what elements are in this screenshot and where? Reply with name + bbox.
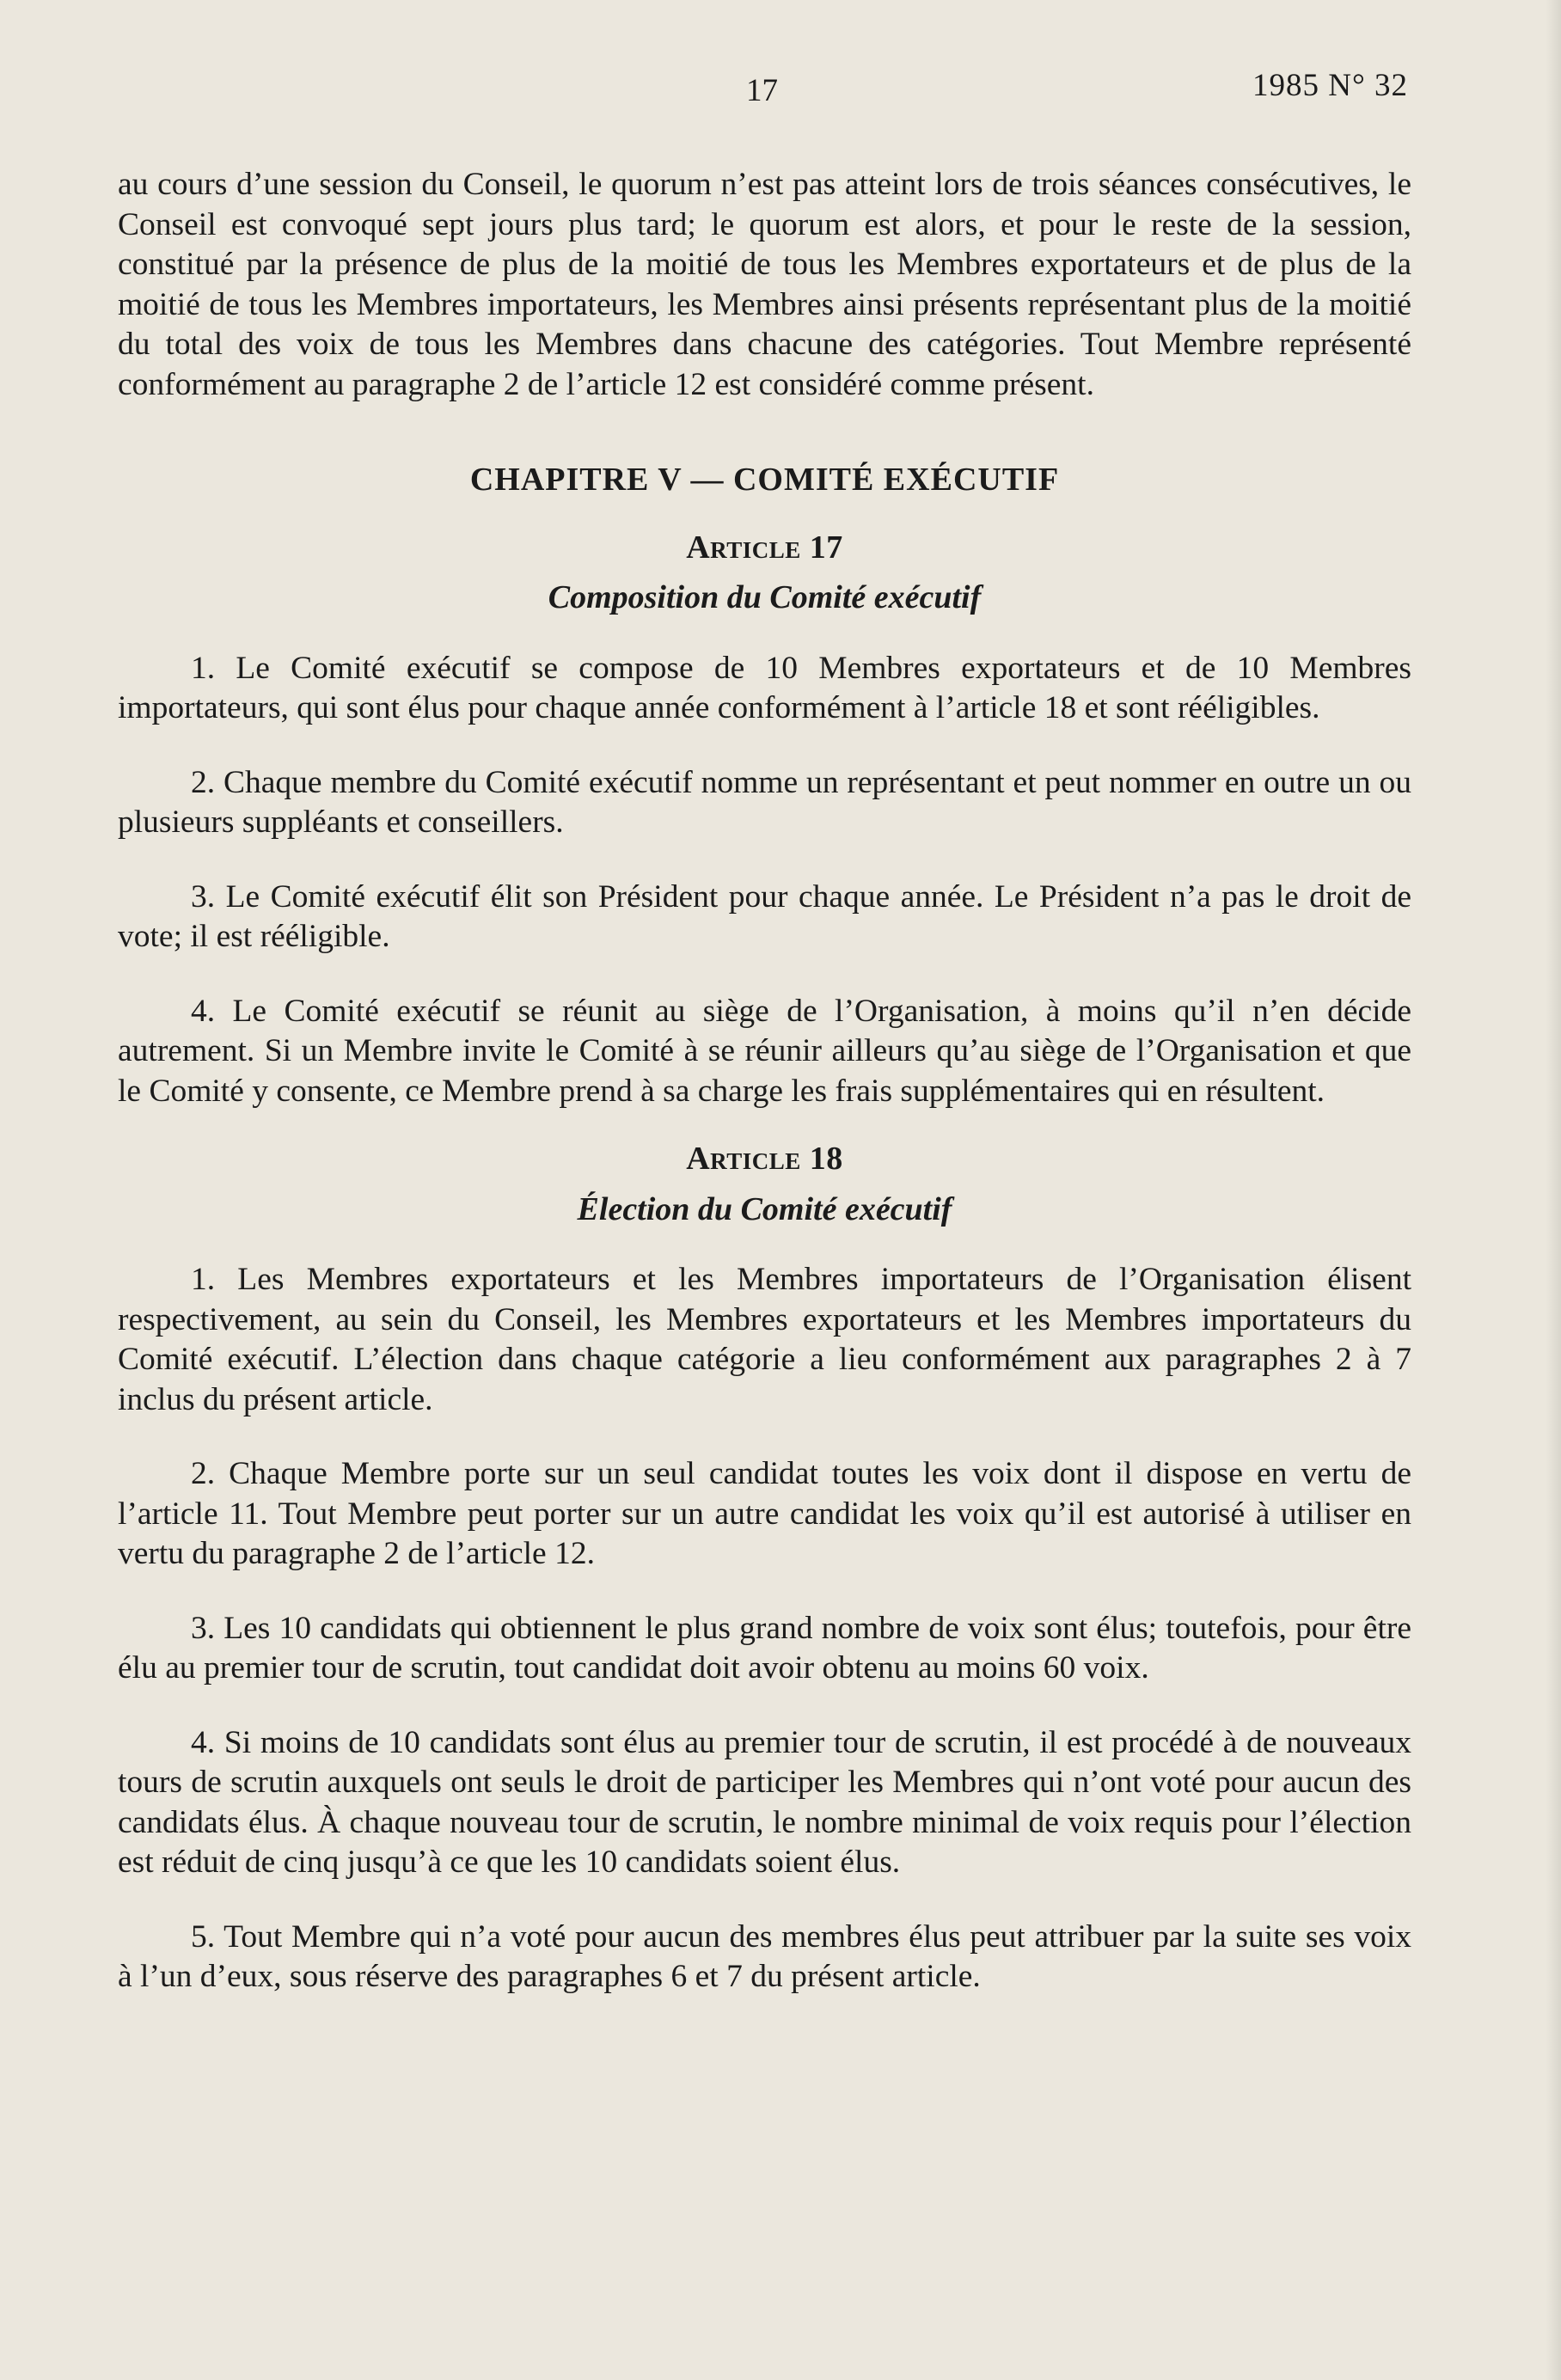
article-heading: Article 17 [686,529,843,566]
page-body [118,165,1411,1998]
page-number: 17 [746,73,778,108]
article-17 [118,528,1411,1112]
chapter-heading: CHAPITRE V — COMITÉ EXÉCUTIF [469,462,1060,498]
page-header [0,67,1561,119]
article-paragraph: 2. Chaque membre du Comité exécutif nomme un représentant et peut nommer en outre un ou plusieurs suppléants et conseillers. [118,764,1411,840]
article-heading: Article 18 [686,1141,843,1177]
article-title: Élection du Comité exécutif [577,1190,952,1227]
article-paragraph: 4. Si moins de 10 candidats sont élus au premier tour de scrutin, il est procédé à de nouveaux tours de scrutin auxquels ont seuls le droit de participer les Membres qui n’ont voté pour aucun des candidats élus. À chaque nouveau tour de scrutin, le nombre minimal de voix requis pour l’élection est réduit de cinq jusqu’à ce que les 10 candidats soient élus. [118,1724,1411,1880]
article-paragraph: 3. Les 10 candidats qui obtiennent le plus grand nombre de voix sont élus; toutefois, pour être élu au premier tour de scrutin, tout candidat doit avoir obtenu au moins 60 voix. [118,1610,1411,1686]
article-paragraph: 1. Les Membres exportateurs et les Membres importateurs de l’Organisation élisent respectivement, au sein du Conseil, les Membres exportateurs et les Membres importateurs du Comité exécutif. L’élection dans chaque catégorie a lieu conformément aux paragraphes 2 à 7 inclus du présent article. [118,1262,1411,1417]
article-paragraph: 2. Chaque Membre porte sur un seul candidat toutes les voix dont il dispose en vertu de l’article 11. Tout Membre peut porter sur un autre candidat les voix qu’il est autorisé à utiliser en vertu du paragraphe 2 de l’article 12. [118,1456,1411,1571]
article-paragraph: 4. Le Comité exécutif se réunit au siège de l’Organisation, à moins qu’il n’en décide autrement. Si un Membre invite le Comité à se réunir ailleurs qu’au siège de l’Organisation et que le Comité y consente, ce Membre prend à sa charge les frais supplémentaires qui en résultent. [118,993,1411,1109]
document-reference: 1985 N° 32 [1252,68,1408,103]
article-18 [118,1139,1411,1998]
article-paragraph: 5. Tout Membre qui n’a voté pour aucun des membres élus peut attribuer par la suite ses voix à l’un d’eux, sous réserve des paragraphes 6 et 7 du présent article. [118,1918,1411,1994]
article-paragraph: 3. Le Comité exécutif élit son Président pour chaque année. Le Président n’a pas le droit de vote; il est rééligible. [118,878,1411,954]
article-paragraph: 1. Le Comité exécutif se compose de 10 Membres exportateurs et de 10 Membres importateurs, qui sont élus pour chaque année conformément à l’article 18 et sont rééligibles. [118,650,1411,725]
intro-paragraph: au cours d’une session du Conseil, le quorum n’est pas atteint lors de trois séances consécutives, le Conseil est convoqué sept jours plus tard; le quorum est alors, et pour le reste de la session, constitué par la présence de plus de la moitié de tous les Membres exportateurs et de plus de la moitié de tous les Membres importateurs, les Membres ainsi présents représentant plus de la moitié du total des voix de tous les Membres dans chacune des catégories. Tout Membre représenté conformément au paragraphe 2 de l’article 12 est considéré comme présent. [118,167,1411,402]
article-title: Composition du Comité exécutif [548,579,982,615]
